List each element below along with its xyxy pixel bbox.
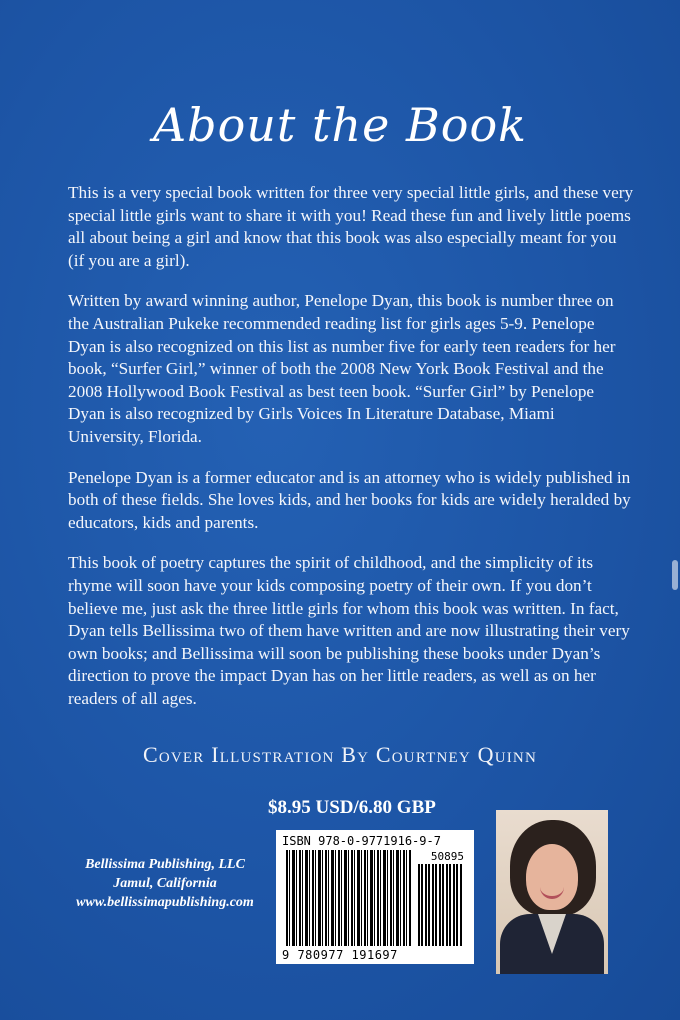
page-title: About the Book bbox=[152, 98, 528, 152]
publisher-location: Jamul, California bbox=[113, 876, 217, 891]
book-description bbox=[68, 182, 634, 728]
spine-edge-mark bbox=[672, 560, 678, 590]
price-label: $8.95 USD/6.80 GBP bbox=[268, 797, 436, 818]
ean-barcode-bars bbox=[286, 850, 411, 946]
paragraph-intro: This is a very special book written for three very special little girls, and these very special little girls want to share it with you! Read these fun and lively little poems all about being a girl and know that this book was also especially meant for you (if you are a girl). bbox=[68, 183, 634, 270]
isbn-number: ISBN 978-0-9771916-9-7 bbox=[282, 834, 441, 848]
author-photo bbox=[496, 810, 608, 974]
author-face bbox=[526, 844, 578, 910]
barcode-addon-number: 50895 bbox=[430, 850, 464, 863]
illustration-credit: Cover Illustration By Courtney Quinn bbox=[142, 742, 537, 767]
paragraph-author-bio: Penelope Dyan is a former educator and is an attorney who is widely published in both of these fields. She loves kids, and her books for kids are widely heralded by educators, kids and parents. bbox=[68, 467, 631, 532]
publisher-info bbox=[55, 855, 275, 912]
paragraph-author-awards: Written by award winning author, Penelope Dyan, this book is number three on the Australian Pukeke recommended reading list for girls ages 5-9. Penelope Dyan is also recognized on this list as number five for early teen readers for her book, “Surfer Girl,” winner of both the 2008 New York Book Festival and the 2008 Hollywood Book Festival as best teen book. “Surfer Girl” by Penelope Dyan is also recognized by Girls Voices In Literature Database, Miami University, Florida. bbox=[68, 291, 616, 446]
publisher-website: www.bellissimapublishing.com bbox=[76, 895, 254, 910]
isbn-barcode bbox=[276, 830, 474, 964]
paragraph-poetry: This book of poetry captures the spirit of childhood, and the simplicity of its rhyme will soon have your kids composing poetry of their own. If you don’t believe me, just ask the three little girls for whom this book was written. In fact, Dyan tells Bellissima two of them have written and are now illustrating their very own books; and Bellissima will soon be publishing these books under Dyan’s direction to prove the impact Dyan has on her little readers, as well as on her readers of all ages. bbox=[68, 553, 630, 708]
addon-barcode-bars bbox=[418, 864, 462, 946]
publisher-name: Bellissima Publishing, LLC bbox=[85, 857, 245, 872]
ean-number: 9 780977 191697 bbox=[282, 948, 398, 962]
